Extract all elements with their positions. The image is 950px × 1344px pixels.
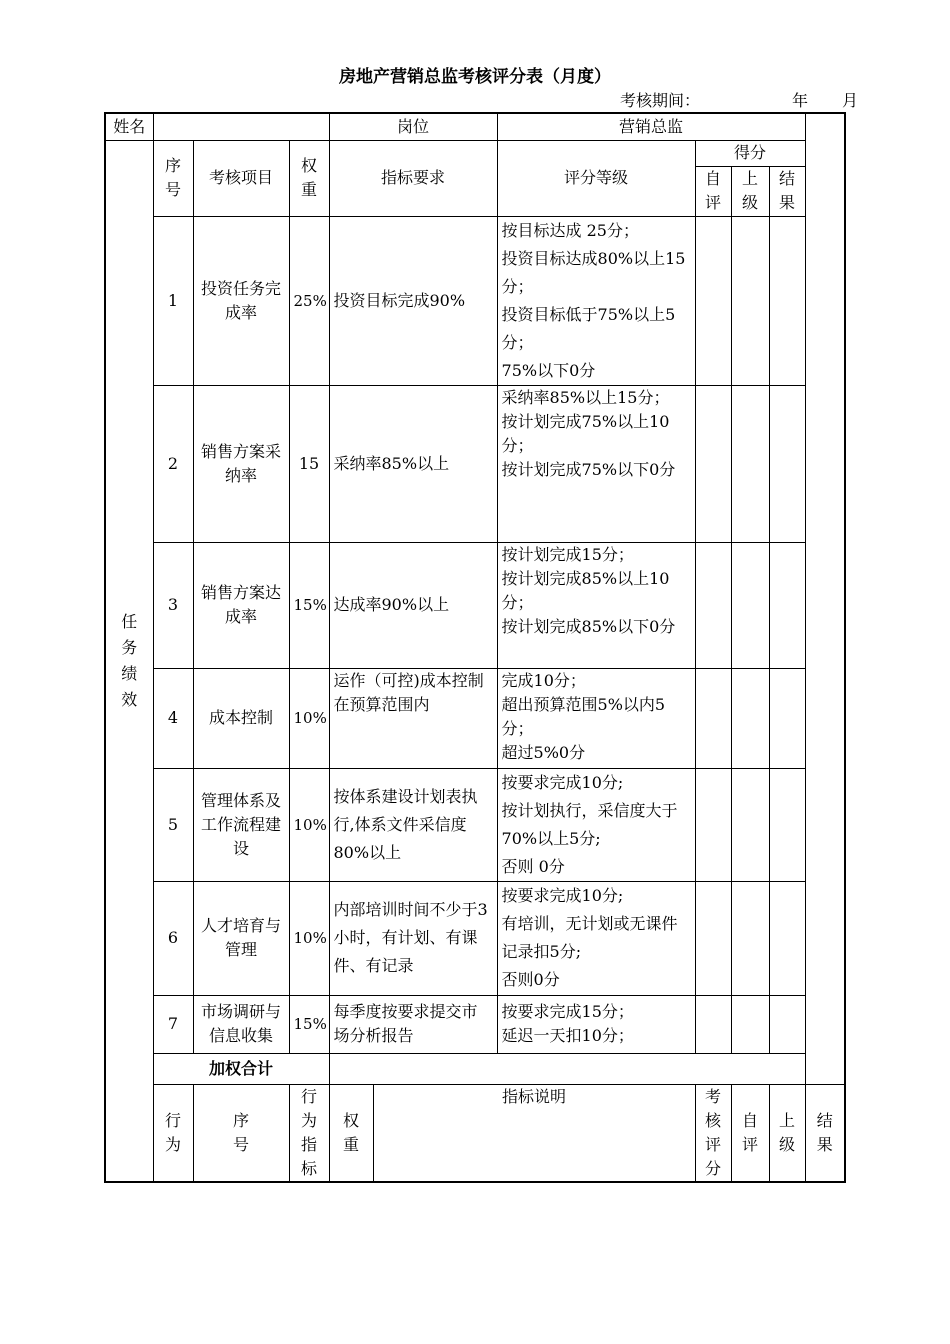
col-self-label: 自评 <box>705 169 722 212</box>
post-value: 营销总监 <box>497 113 805 140</box>
grade-line: 按计划完成75%以上10分； <box>501 411 670 455</box>
name-label: 姓名 <box>105 113 153 140</box>
row-requirement: 内部培训时间不少于3小时，有计划、有课件、有记录 <box>329 881 497 995</box>
behavior-col-self <box>731 1084 769 1182</box>
row-item: 销售方案达成率 <box>193 542 289 668</box>
behavior-col-eval: 考核评分 <box>695 1084 731 1182</box>
behavior-col-superior <box>769 1084 805 1182</box>
behavior-col-weight <box>329 1084 373 1182</box>
row-weight: 10% <box>289 768 329 881</box>
grade-line: 投资目标达成80%以上15分； <box>501 248 686 296</box>
row-item: 销售方案采纳率 <box>193 385 289 542</box>
row-requirement: 达成率90%以上 <box>329 542 497 668</box>
grade-line: 有培训，无计划或无课件记录扣5分; <box>501 914 678 961</box>
behavior-section <box>153 1084 193 1182</box>
grade-line: 否则 0分 <box>501 856 565 876</box>
weighted-total-value[interactable] <box>329 1053 805 1084</box>
assessment-period <box>620 88 859 111</box>
score-self[interactable] <box>695 216 731 385</box>
grade-line: 完成10分； <box>501 670 586 690</box>
row-seq: 7 <box>153 995 193 1053</box>
row-grade <box>497 768 695 881</box>
col-self <box>695 166 731 216</box>
page-title: 房地产营销总监考核评分表（月度） <box>339 67 611 87</box>
score-superior[interactable] <box>731 542 769 668</box>
row-weight: 15% <box>289 542 329 668</box>
grade-line: 按要求完成10分; <box>501 886 624 905</box>
row-seq: 4 <box>153 668 193 768</box>
weighted-total-label: 加权合计 <box>153 1053 329 1084</box>
table-row <box>105 881 845 995</box>
table-row <box>105 385 845 542</box>
score-self[interactable] <box>695 768 731 881</box>
name-value-cell[interactable] <box>153 113 329 140</box>
row-weight: 15% <box>289 995 329 1053</box>
behavior-col-desc: 指标说明 <box>373 1084 695 1182</box>
grade-line: 投资目标低于75%以上5 分； <box>501 304 676 352</box>
grade-line: 按要求完成10分; <box>501 772 624 792</box>
col-weight <box>289 140 329 216</box>
row-item: 市场调研与信息收集 <box>193 995 289 1053</box>
behavior-col-weight-label: 权重 <box>342 1110 359 1154</box>
grade-line: 延迟一天扣10分； <box>501 1026 634 1045</box>
row-item: 投资任务完成率 <box>193 216 289 385</box>
row-item: 人才培育与管理 <box>193 881 289 995</box>
row-grade <box>497 881 695 995</box>
row-grade <box>497 668 695 768</box>
score-superior[interactable] <box>731 768 769 881</box>
row-requirement: 采纳率85%以上 <box>329 385 497 542</box>
behavior-col-result-label: 结果 <box>816 1110 833 1154</box>
col-requirement: 指标要求 <box>329 140 497 216</box>
score-superior[interactable] <box>731 881 769 995</box>
behavior-col-indicator: 行为指标 <box>289 1084 329 1182</box>
row-weight: 15 <box>289 385 329 542</box>
section-task-performance <box>105 140 153 1182</box>
score-self[interactable] <box>695 542 731 668</box>
score-superior[interactable] <box>731 668 769 768</box>
row-requirement: 每季度按要求提交市场分析报告 <box>329 995 497 1053</box>
score-result[interactable] <box>769 216 805 385</box>
score-result[interactable] <box>769 768 805 881</box>
row-grade <box>497 995 695 1053</box>
behavior-col-self-label: 自评 <box>742 1110 759 1154</box>
behavior-col-seq <box>193 1084 289 1182</box>
row-item: 管理体系及工作流程建设 <box>193 768 289 881</box>
table-row <box>105 768 845 881</box>
score-self[interactable] <box>695 385 731 542</box>
row-weight: 25% <box>289 216 329 385</box>
grade-line: 超出预算范围5%以内5分； <box>501 694 666 738</box>
score-result[interactable] <box>769 385 805 542</box>
period-month: 月 <box>842 91 859 110</box>
behavior-col-seq-label: 序号 <box>232 1110 249 1154</box>
row-seq: 2 <box>153 385 193 542</box>
score-result[interactable] <box>769 542 805 668</box>
section-task-label: 任务绩效 <box>121 611 138 709</box>
period-label: 考核期间： <box>620 91 701 110</box>
behavior-col-result <box>805 1084 845 1182</box>
row-grade <box>497 216 695 385</box>
score-superior[interactable] <box>731 995 769 1053</box>
row-weight: 10% <box>289 668 329 768</box>
behavior-header-row <box>105 1084 845 1182</box>
col-weight-label: 权重 <box>300 156 317 199</box>
grade-line: 按计划完成75%以下0分 <box>501 459 676 479</box>
row-seq: 5 <box>153 768 193 881</box>
grade-line: 按计划完成85%以下0分 <box>501 616 676 636</box>
row-seq: 6 <box>153 881 193 995</box>
behavior-section-label: 行为 <box>164 1110 181 1154</box>
score-result[interactable] <box>769 668 805 768</box>
row-seq: 3 <box>153 542 193 668</box>
score-result[interactable] <box>769 881 805 995</box>
grade-line: 按目标达成 25分； <box>501 220 639 240</box>
row-grade <box>497 385 695 542</box>
row-seq: 1 <box>153 216 193 385</box>
col-result-label: 结果 <box>779 169 796 212</box>
evaluation-table <box>104 112 846 1183</box>
row-requirement: 按体系建设计划表执行,体系文件采信度80%以上 <box>329 768 497 881</box>
grade-line: 按计划执行，采信度大于70%以上5分; <box>501 800 678 848</box>
score-superior[interactable] <box>731 216 769 385</box>
table-row <box>105 542 845 668</box>
grade-line: 按计划完成85%以上10分； <box>501 568 670 612</box>
col-item: 考核项目 <box>193 140 289 216</box>
score-superior[interactable] <box>731 385 769 542</box>
score-self[interactable] <box>695 881 731 995</box>
col-result <box>769 166 805 216</box>
row-requirement: 投资目标完成90% <box>329 216 497 385</box>
col-grade: 评分等级 <box>497 140 695 216</box>
grade-line: 75%以下0分 <box>501 360 596 380</box>
row-requirement: 运作（可控)成本控制在预算范围内 <box>329 668 497 768</box>
table-row <box>105 995 845 1053</box>
behavior-col-superior-label: 上级 <box>779 1110 796 1154</box>
col-seq <box>153 140 193 216</box>
row-weight: 10% <box>289 881 329 995</box>
score-self[interactable] <box>695 668 731 768</box>
score-self[interactable] <box>695 995 731 1053</box>
row-item: 成本控制 <box>193 668 289 768</box>
col-score: 得分 <box>695 140 805 166</box>
grade-line: 超过5%0分 <box>501 742 586 762</box>
col-seq-label: 序号 <box>164 156 181 199</box>
col-superior-label: 上级 <box>742 169 759 212</box>
post-label: 岗位 <box>329 113 497 140</box>
score-result[interactable] <box>769 995 805 1053</box>
period-year: 年 <box>792 91 809 110</box>
row-grade <box>497 542 695 668</box>
grade-line: 按要求完成15分； <box>501 1002 634 1021</box>
grade-line: 否则0分 <box>501 970 560 989</box>
weighted-total-row <box>105 1053 845 1084</box>
col-superior <box>731 166 769 216</box>
grade-line: 采纳率85%以上15分； <box>501 387 670 407</box>
grade-line: 按计划完成15分； <box>501 544 634 564</box>
table-row <box>105 668 845 768</box>
table-row <box>105 216 845 385</box>
